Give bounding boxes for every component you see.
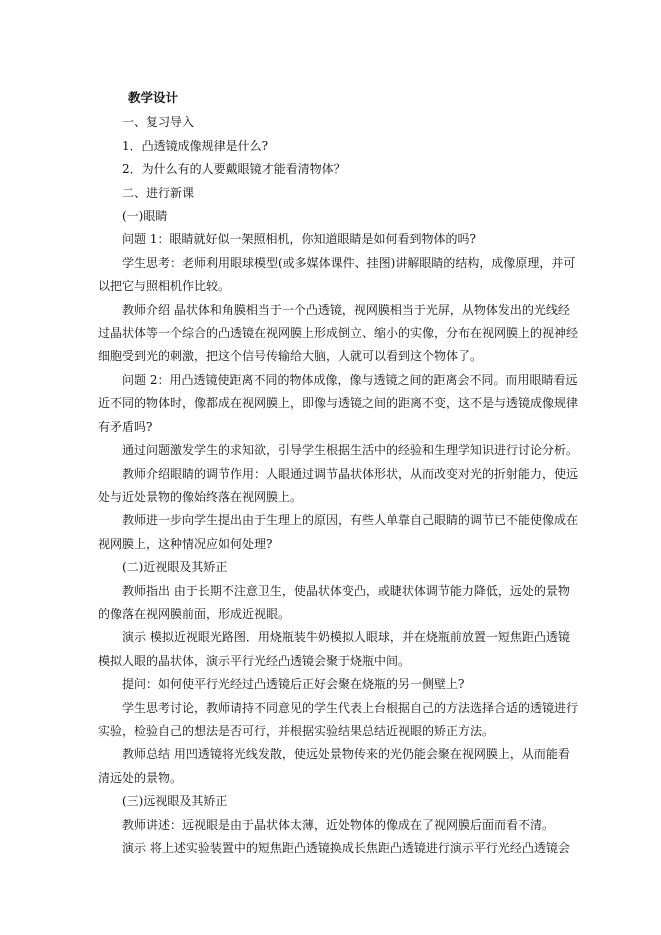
paragraph-line: 细胞受到光的刺激，把这个信号传输给大脑，人就可以看到这个物体了。 [98,349,483,364]
paragraph-line: 模拟人眼的晶状体，演示平行光经凸透镜会聚于烧瓶中间。 [98,653,411,668]
section-heading: (二)近视眼及其矫正 [122,560,228,575]
paragraph-line: 处与近处景物的像始终落在视网膜上。 [98,489,303,504]
paragraph-line: 以把它与照相机作比较。 [98,279,231,294]
paragraph-line: 教师进一步向学生提出由于生理上的原因，有些人单靠自己眼睛的调节已不能使像成在 [122,513,579,528]
section-heading: (三)远视眼及其矫正 [122,794,228,809]
section-heading: 一、复习导入 [122,115,195,130]
paragraph-line: 清远处的景物。 [98,770,183,785]
paragraph-line: 过晶状体等一个综合的凸透镜在视网膜上形成倒立、缩小的实像，分布在视网膜上的视神经 [98,326,579,341]
paragraph-line: 学生思考讨论，教师请持不同意见的学生代表上台根据自己的方法选择合适的透镜进行 [122,700,579,715]
paragraph-line: 问题 1：眼睛就好似一架照相机，你知道眼睛是如何看到物体的吗? [122,232,476,247]
document-title: 教学设计 [128,90,179,105]
paragraph-line: 教师介绍眼睛的调节作用：人眼通过调节晶状体形状，从而改变对光的折射能力，使远 [122,466,579,481]
section-heading: 二、进行新课 [122,185,195,200]
paragraph-line: 通过问题激发学生的求知欲，引导学生根据生活中的经验和生理学知识进行讨论分析。 [122,443,579,458]
document-lines [98,111,579,860]
paragraph-line: 提问：如何使平行光经过凸透镜后正好会聚在烧瓶的另一侧壁上? [122,677,465,692]
paragraph-line: 教师讲述：远视眼是由于晶状体太薄，近处物体的像成在了视网膜后面而看不清。 [122,817,555,832]
paragraph-line: 演示 将上述实验装置中的短焦距凸透镜换成长焦距凸透镜进行演示平行光经凸透镜会 [122,841,570,855]
paragraph-line: 有矛盾吗? [98,419,153,434]
paragraph-line: 教师指出 由于长期不注意卫生，使晶状体变凸，或睫状体调节能力降低，远处的景物 [122,583,570,598]
paragraph-line: 视网膜上，这种情况应如何处理? [98,536,273,551]
paragraph-line: 的像落在视网膜前面，形成近视眼。 [98,606,291,621]
section-heading: (一)眼睛 [122,209,168,224]
section-heading: 2．为什么有的人要戴眼镜才能看清物体？ [122,162,346,177]
section-heading: 1．凸透镜成像规律是什么? [122,138,269,153]
paragraph-line: 近不同的物体时，像都成在视网膜上，即像与透镜之间的距离不变，这不是与透镜成像规律 [98,396,579,411]
document-body [98,86,579,860]
paragraph-line: 问题 2：用凸透镜使距离不同的物体成像，像与透镜之间的距离会不同。而用眼睛看远 [122,372,578,387]
paragraph-line: 学生思考：老师利用眼球模型(或多媒体课件、挂图)讲解眼睛的结构，成像原理，并可 [122,255,576,270]
paragraph-line: 演示 模拟近视眼光路图．用烧瓶装牛奶模拟人眼球，并在烧瓶前放置一短焦距凸透镜 [122,630,570,645]
paragraph-line: 实验，检验自己的想法是否可行，并根据实验结果总结近视眼的矫正方法。 [98,723,495,738]
paragraph-line: 教师总结 用凹透镜将光线发散，使远处景物传来的光仍能会聚在视网膜上，从而能看 [122,747,570,762]
paragraph-line: 教师介绍 晶状体和角膜相当于一个凸透镜，视网膜相当于光屏，从物体发出的光线经 [122,302,570,317]
